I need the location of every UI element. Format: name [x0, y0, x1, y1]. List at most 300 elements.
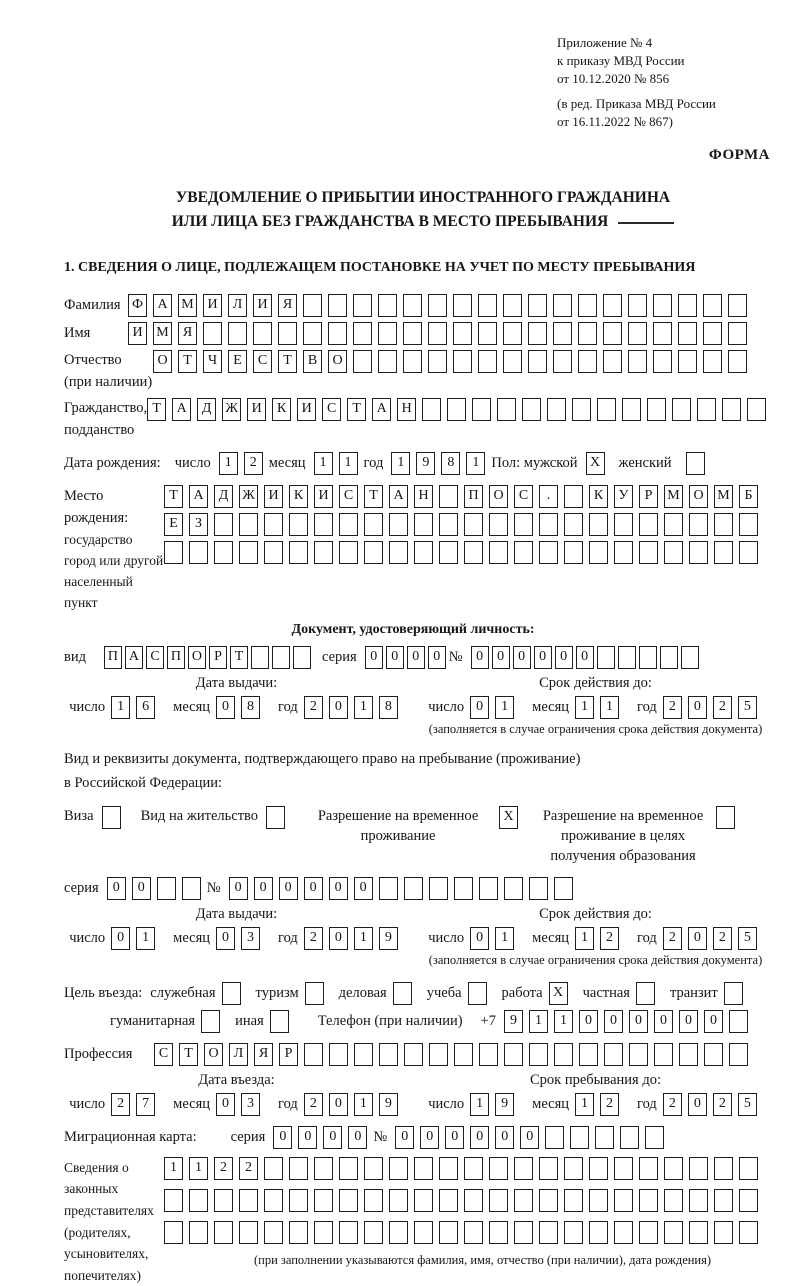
char-box[interactable]: [503, 322, 522, 345]
char-box[interactable]: 0: [304, 877, 323, 900]
char-box[interactable]: А: [125, 646, 143, 669]
char-box[interactable]: [747, 398, 766, 421]
char-box[interactable]: [529, 1043, 548, 1066]
char-box[interactable]: [722, 398, 741, 421]
char-box[interactable]: 1: [554, 1010, 573, 1033]
char-box[interactable]: 1: [575, 696, 594, 719]
char-box[interactable]: 9: [379, 1093, 398, 1116]
char-box[interactable]: [714, 1189, 733, 1212]
char-box[interactable]: 8: [379, 696, 398, 719]
char-box[interactable]: Я: [178, 322, 197, 345]
char-box[interactable]: И: [203, 294, 222, 317]
char-box[interactable]: 5: [738, 927, 757, 950]
char-box[interactable]: [579, 1043, 598, 1066]
char-box[interactable]: [547, 398, 566, 421]
char-box[interactable]: 1: [600, 696, 619, 719]
char-box[interactable]: 0: [273, 1126, 292, 1149]
char-box[interactable]: С: [154, 1043, 173, 1066]
char-box[interactable]: Ф: [128, 294, 147, 317]
char-box[interactable]: [572, 398, 591, 421]
char-box[interactable]: [497, 398, 516, 421]
char-box[interactable]: [739, 1221, 758, 1244]
char-box[interactable]: 0: [470, 1126, 489, 1149]
char-box[interactable]: [564, 1221, 583, 1244]
char-box[interactable]: 0: [445, 1126, 464, 1149]
char-box[interactable]: [578, 350, 597, 373]
checkbox-cell[interactable]: [393, 982, 412, 1005]
char-box[interactable]: [404, 877, 423, 900]
char-box[interactable]: 1: [219, 452, 238, 475]
char-box[interactable]: [714, 513, 733, 536]
char-box[interactable]: [660, 646, 678, 669]
char-box[interactable]: [589, 1157, 608, 1180]
checkbox-cell[interactable]: [724, 982, 743, 1005]
char-box[interactable]: [703, 350, 722, 373]
char-box[interactable]: [628, 350, 647, 373]
char-box[interactable]: [597, 646, 615, 669]
char-box[interactable]: [157, 877, 176, 900]
char-box[interactable]: 0: [534, 646, 552, 669]
char-box[interactable]: Д: [197, 398, 216, 421]
char-box[interactable]: 1: [495, 927, 514, 950]
char-box[interactable]: [264, 1221, 283, 1244]
char-box[interactable]: [739, 1157, 758, 1180]
char-box[interactable]: [264, 541, 283, 564]
char-box[interactable]: [689, 1221, 708, 1244]
char-box[interactable]: А: [172, 398, 191, 421]
char-box[interactable]: [164, 541, 183, 564]
char-box[interactable]: 2: [304, 927, 323, 950]
char-box[interactable]: [414, 513, 433, 536]
char-box[interactable]: 2: [713, 1093, 732, 1116]
char-box[interactable]: [189, 1189, 208, 1212]
checkbox-cell[interactable]: [201, 1010, 220, 1033]
char-box[interactable]: [239, 541, 258, 564]
char-box[interactable]: 0: [704, 1010, 723, 1033]
char-box[interactable]: [522, 398, 541, 421]
char-box[interactable]: 2: [713, 927, 732, 950]
char-box[interactable]: [439, 485, 458, 508]
char-box[interactable]: 2: [304, 696, 323, 719]
char-box[interactable]: [489, 1221, 508, 1244]
char-box[interactable]: [404, 1043, 423, 1066]
char-box[interactable]: 0: [254, 877, 273, 900]
char-box[interactable]: М: [714, 485, 733, 508]
char-box[interactable]: 2: [111, 1093, 130, 1116]
char-box[interactable]: [251, 646, 269, 669]
char-box[interactable]: П: [464, 485, 483, 508]
char-box[interactable]: [439, 1221, 458, 1244]
checkbox-cell[interactable]: X: [549, 982, 568, 1005]
char-box[interactable]: [564, 1157, 583, 1180]
char-box[interactable]: [428, 294, 447, 317]
char-box[interactable]: [554, 877, 573, 900]
char-box[interactable]: 0: [576, 646, 594, 669]
char-box[interactable]: [647, 398, 666, 421]
char-box[interactable]: [539, 1157, 558, 1180]
char-box[interactable]: [504, 1043, 523, 1066]
char-box[interactable]: [239, 1189, 258, 1212]
char-box[interactable]: [353, 350, 372, 373]
char-box[interactable]: И: [128, 322, 147, 345]
char-box[interactable]: 0: [688, 927, 707, 950]
char-box[interactable]: [614, 1221, 633, 1244]
char-box[interactable]: [739, 513, 758, 536]
char-box[interactable]: [339, 513, 358, 536]
char-box[interactable]: [389, 1189, 408, 1212]
char-box[interactable]: С: [322, 398, 341, 421]
char-box[interactable]: 0: [492, 646, 510, 669]
char-box[interactable]: [639, 541, 658, 564]
char-box[interactable]: 0: [386, 646, 404, 669]
char-box[interactable]: [703, 294, 722, 317]
char-box[interactable]: [189, 541, 208, 564]
char-box[interactable]: [422, 398, 441, 421]
char-box[interactable]: [289, 1157, 308, 1180]
char-box[interactable]: [729, 1043, 748, 1066]
char-box[interactable]: 1: [575, 927, 594, 950]
char-box[interactable]: [578, 322, 597, 345]
char-box[interactable]: Д: [214, 485, 233, 508]
char-box[interactable]: [339, 1221, 358, 1244]
char-box[interactable]: 0: [132, 877, 151, 900]
char-box[interactable]: 0: [470, 696, 489, 719]
char-box[interactable]: 0: [579, 1010, 598, 1033]
char-box[interactable]: [478, 322, 497, 345]
char-box[interactable]: [364, 1189, 383, 1212]
char-box[interactable]: 9: [416, 452, 435, 475]
char-box[interactable]: [553, 322, 572, 345]
char-box[interactable]: О: [689, 485, 708, 508]
checkbox-cell[interactable]: [222, 982, 241, 1005]
char-box[interactable]: [539, 513, 558, 536]
char-box[interactable]: Т: [230, 646, 248, 669]
char-box[interactable]: [289, 1221, 308, 1244]
char-box[interactable]: [454, 1043, 473, 1066]
char-box[interactable]: 0: [279, 877, 298, 900]
char-box[interactable]: [403, 322, 422, 345]
char-box[interactable]: [314, 1189, 333, 1212]
checkbox-cell[interactable]: X: [499, 806, 518, 829]
char-box[interactable]: 7: [136, 1093, 155, 1116]
char-box[interactable]: Б: [739, 485, 758, 508]
char-box[interactable]: [453, 322, 472, 345]
char-box[interactable]: 1: [314, 452, 333, 475]
char-box[interactable]: 0: [107, 877, 126, 900]
char-box[interactable]: 2: [304, 1093, 323, 1116]
char-box[interactable]: И: [314, 485, 333, 508]
char-box[interactable]: [554, 1043, 573, 1066]
char-box[interactable]: 1: [354, 696, 373, 719]
char-box[interactable]: 0: [329, 1093, 348, 1116]
char-box[interactable]: 0: [298, 1126, 317, 1149]
char-box[interactable]: [578, 294, 597, 317]
checkbox-cell[interactable]: X: [586, 452, 605, 475]
checkbox-cell[interactable]: [270, 1010, 289, 1033]
char-box[interactable]: [689, 1157, 708, 1180]
char-box[interactable]: 5: [738, 1093, 757, 1116]
char-box[interactable]: [553, 350, 572, 373]
char-box[interactable]: 0: [348, 1126, 367, 1149]
char-box[interactable]: [289, 541, 308, 564]
char-box[interactable]: И: [247, 398, 266, 421]
char-box[interactable]: 9: [504, 1010, 523, 1033]
char-box[interactable]: [589, 513, 608, 536]
char-box[interactable]: [403, 294, 422, 317]
char-box[interactable]: [689, 541, 708, 564]
char-box[interactable]: [678, 294, 697, 317]
char-box[interactable]: 0: [407, 646, 425, 669]
char-box[interactable]: [729, 1010, 748, 1033]
char-box[interactable]: [339, 1157, 358, 1180]
char-box[interactable]: [364, 1157, 383, 1180]
char-box[interactable]: [739, 541, 758, 564]
char-box[interactable]: 1: [111, 696, 130, 719]
char-box[interactable]: [653, 322, 672, 345]
checkbox-cell[interactable]: [266, 806, 285, 829]
char-box[interactable]: С: [339, 485, 358, 508]
char-box[interactable]: [489, 513, 508, 536]
char-box[interactable]: [439, 1157, 458, 1180]
char-box[interactable]: [564, 485, 583, 508]
char-box[interactable]: [403, 350, 422, 373]
char-box[interactable]: [354, 1043, 373, 1066]
char-box[interactable]: 0: [470, 927, 489, 950]
char-box[interactable]: 2: [214, 1157, 233, 1180]
char-box[interactable]: [728, 294, 747, 317]
char-box[interactable]: 1: [339, 452, 358, 475]
char-box[interactable]: 1: [470, 1093, 489, 1116]
char-box[interactable]: [678, 350, 697, 373]
char-box[interactable]: [479, 877, 498, 900]
char-box[interactable]: [629, 1043, 648, 1066]
char-box[interactable]: 0: [329, 877, 348, 900]
char-box[interactable]: Т: [179, 1043, 198, 1066]
char-box[interactable]: 0: [365, 646, 383, 669]
char-box[interactable]: 1: [189, 1157, 208, 1180]
char-box[interactable]: 0: [420, 1126, 439, 1149]
char-box[interactable]: М: [178, 294, 197, 317]
char-box[interactable]: 9: [379, 927, 398, 950]
char-box[interactable]: [618, 646, 636, 669]
char-box[interactable]: 5: [738, 696, 757, 719]
char-box[interactable]: 1: [354, 927, 373, 950]
char-box[interactable]: 0: [495, 1126, 514, 1149]
char-box[interactable]: [464, 1221, 483, 1244]
char-box[interactable]: [328, 294, 347, 317]
char-box[interactable]: Л: [228, 294, 247, 317]
checkbox-cell[interactable]: [716, 806, 735, 829]
char-box[interactable]: [528, 350, 547, 373]
char-box[interactable]: О: [328, 350, 347, 373]
char-box[interactable]: 0: [513, 646, 531, 669]
char-box[interactable]: Е: [228, 350, 247, 373]
char-box[interactable]: 0: [654, 1010, 673, 1033]
char-box[interactable]: [603, 350, 622, 373]
char-box[interactable]: [439, 513, 458, 536]
char-box[interactable]: [447, 398, 466, 421]
char-box[interactable]: 0: [688, 696, 707, 719]
char-box[interactable]: [620, 1126, 639, 1149]
char-box[interactable]: О: [188, 646, 206, 669]
char-box[interactable]: [672, 398, 691, 421]
char-box[interactable]: [704, 1043, 723, 1066]
char-box[interactable]: С: [514, 485, 533, 508]
char-box[interactable]: 2: [600, 1093, 619, 1116]
char-box[interactable]: [570, 1126, 589, 1149]
char-box[interactable]: [539, 1221, 558, 1244]
char-box[interactable]: [653, 350, 672, 373]
char-box[interactable]: 3: [241, 927, 260, 950]
char-box[interactable]: [564, 1189, 583, 1212]
char-box[interactable]: [339, 1189, 358, 1212]
char-box[interactable]: [389, 1221, 408, 1244]
char-box[interactable]: [528, 294, 547, 317]
char-box[interactable]: [214, 541, 233, 564]
char-box[interactable]: [514, 1157, 533, 1180]
char-box[interactable]: [239, 513, 258, 536]
char-box[interactable]: 0: [604, 1010, 623, 1033]
char-box[interactable]: И: [253, 294, 272, 317]
char-box[interactable]: [514, 1221, 533, 1244]
char-box[interactable]: [364, 513, 383, 536]
char-box[interactable]: З: [189, 513, 208, 536]
char-box[interactable]: Н: [414, 485, 433, 508]
char-box[interactable]: [622, 398, 641, 421]
char-box[interactable]: 0: [216, 927, 235, 950]
char-box[interactable]: [614, 1157, 633, 1180]
char-box[interactable]: 0: [111, 927, 130, 950]
char-box[interactable]: К: [289, 485, 308, 508]
char-box[interactable]: Я: [278, 294, 297, 317]
char-box[interactable]: Т: [178, 350, 197, 373]
char-box[interactable]: [728, 350, 747, 373]
char-box[interactable]: [253, 322, 272, 345]
char-box[interactable]: [503, 294, 522, 317]
char-box[interactable]: 2: [663, 1093, 682, 1116]
char-box[interactable]: И: [297, 398, 316, 421]
char-box[interactable]: [389, 513, 408, 536]
char-box[interactable]: П: [167, 646, 185, 669]
char-box[interactable]: [314, 1221, 333, 1244]
char-box[interactable]: [603, 322, 622, 345]
char-box[interactable]: [364, 1221, 383, 1244]
char-box[interactable]: [681, 646, 699, 669]
checkbox-cell[interactable]: [468, 982, 487, 1005]
char-box[interactable]: [639, 646, 657, 669]
char-box[interactable]: [664, 513, 683, 536]
char-box[interactable]: 3: [241, 1093, 260, 1116]
char-box[interactable]: [714, 541, 733, 564]
char-box[interactable]: 0: [688, 1093, 707, 1116]
char-box[interactable]: [595, 1126, 614, 1149]
char-box[interactable]: 1: [164, 1157, 183, 1180]
char-box[interactable]: 1: [495, 696, 514, 719]
char-box[interactable]: К: [272, 398, 291, 421]
char-box[interactable]: 0: [471, 646, 489, 669]
char-box[interactable]: [639, 1221, 658, 1244]
char-box[interactable]: [304, 1043, 323, 1066]
char-box[interactable]: 9: [495, 1093, 514, 1116]
char-box[interactable]: [639, 1157, 658, 1180]
char-box[interactable]: [378, 322, 397, 345]
char-box[interactable]: [364, 541, 383, 564]
char-box[interactable]: [264, 513, 283, 536]
char-box[interactable]: [214, 1221, 233, 1244]
char-box[interactable]: [664, 1157, 683, 1180]
char-box[interactable]: [539, 541, 558, 564]
char-box[interactable]: [728, 322, 747, 345]
char-box[interactable]: А: [153, 294, 172, 317]
char-box[interactable]: [553, 294, 572, 317]
char-box[interactable]: [489, 1189, 508, 1212]
char-box[interactable]: Т: [147, 398, 166, 421]
char-box[interactable]: [264, 1157, 283, 1180]
checkbox-cell[interactable]: [305, 982, 324, 1005]
char-box[interactable]: [714, 1157, 733, 1180]
char-box[interactable]: [639, 513, 658, 536]
char-box[interactable]: 0: [329, 696, 348, 719]
char-box[interactable]: [528, 322, 547, 345]
char-box[interactable]: С: [253, 350, 272, 373]
char-box[interactable]: [339, 541, 358, 564]
char-box[interactable]: Т: [278, 350, 297, 373]
char-box[interactable]: М: [153, 322, 172, 345]
char-box[interactable]: [628, 294, 647, 317]
char-box[interactable]: [289, 513, 308, 536]
char-box[interactable]: [714, 1221, 733, 1244]
char-box[interactable]: [639, 1189, 658, 1212]
char-box[interactable]: [539, 1189, 558, 1212]
char-box[interactable]: [378, 350, 397, 373]
char-box[interactable]: [654, 1043, 673, 1066]
char-box[interactable]: [353, 322, 372, 345]
char-box[interactable]: [489, 1157, 508, 1180]
char-box[interactable]: [703, 322, 722, 345]
char-box[interactable]: [414, 541, 433, 564]
char-box[interactable]: К: [589, 485, 608, 508]
char-box[interactable]: П: [104, 646, 122, 669]
char-box[interactable]: [564, 513, 583, 536]
char-box[interactable]: [214, 1189, 233, 1212]
char-box[interactable]: [429, 1043, 448, 1066]
char-box[interactable]: 0: [428, 646, 446, 669]
char-box[interactable]: 1: [466, 452, 485, 475]
char-box[interactable]: [314, 541, 333, 564]
char-box[interactable]: 0: [323, 1126, 342, 1149]
char-box[interactable]: [428, 350, 447, 373]
char-box[interactable]: [314, 513, 333, 536]
char-box[interactable]: [329, 1043, 348, 1066]
char-box[interactable]: 0: [555, 646, 573, 669]
char-box[interactable]: [614, 1189, 633, 1212]
char-box[interactable]: Н: [397, 398, 416, 421]
char-box[interactable]: Л: [229, 1043, 248, 1066]
char-box[interactable]: [389, 1157, 408, 1180]
char-box[interactable]: О: [153, 350, 172, 373]
char-box[interactable]: [564, 541, 583, 564]
char-box[interactable]: [379, 877, 398, 900]
char-box[interactable]: 0: [216, 1093, 235, 1116]
char-box[interactable]: 1: [354, 1093, 373, 1116]
char-box[interactable]: [529, 877, 548, 900]
char-box[interactable]: [739, 1189, 758, 1212]
char-box[interactable]: [328, 322, 347, 345]
char-box[interactable]: 2: [663, 696, 682, 719]
char-box[interactable]: [428, 322, 447, 345]
char-box[interactable]: [164, 1221, 183, 1244]
char-box[interactable]: [589, 1189, 608, 1212]
